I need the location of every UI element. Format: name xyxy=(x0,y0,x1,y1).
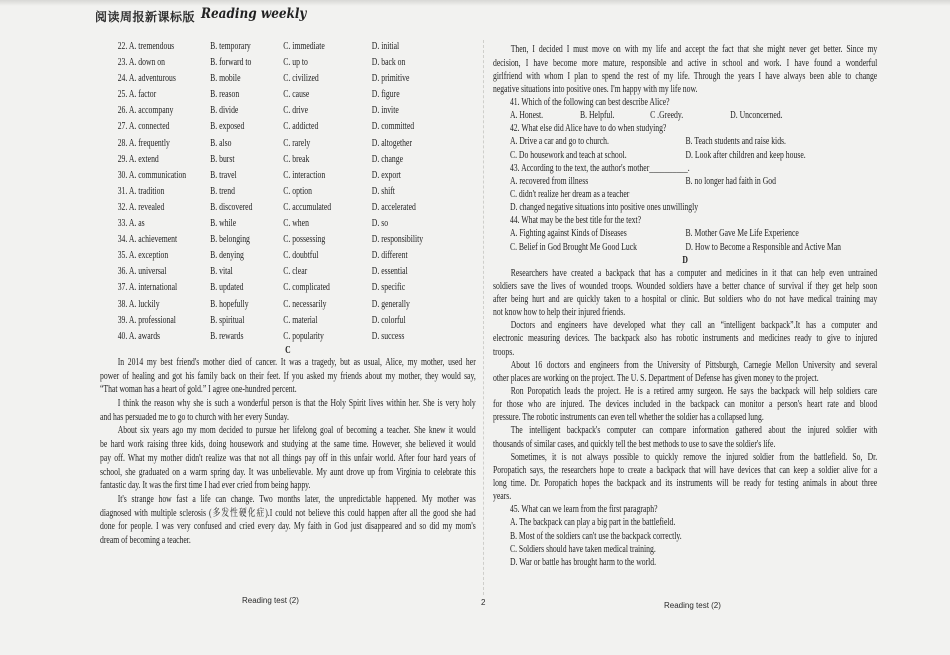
answer-option: C .Greedy. xyxy=(650,110,684,122)
text-line: thousands of similar cases, and quickly tell the best methods to use to save the soldier's life. xyxy=(493,438,776,450)
answer-options-row xyxy=(493,227,877,240)
text-line: About six years ago my mom decided to pursue her lifelong goal of becoming a teacher. She knew it would xyxy=(117,425,476,437)
option-b: B. trend xyxy=(210,185,235,197)
option-b: B. exposed xyxy=(210,121,245,133)
text-line: troops. xyxy=(493,346,515,358)
option-a: 37. A. international xyxy=(117,282,178,294)
answer-options-row xyxy=(493,516,877,529)
text-line: negative situations into positive ones. I'm happy with my life now. xyxy=(493,83,698,95)
text-line: dream of becoming a teacher. xyxy=(100,534,191,546)
option-row xyxy=(100,168,476,184)
option-c: C. break xyxy=(283,153,310,165)
newspaper-title-cn: 阅读周报新课标版 xyxy=(95,10,196,24)
text-line: after being hurt and are quickly taken to a hospital or clinic. But soldiers who do not have medical training may xyxy=(493,294,878,306)
option-a: 32. A. revealed xyxy=(117,201,165,213)
option-a: 23. A. down on xyxy=(117,57,165,69)
text-line: girlfriend with whom I plan to spend the rest of my life. Through the years I have always been able to change xyxy=(493,70,878,82)
option-c: C. civilized xyxy=(283,73,319,85)
option-row xyxy=(100,136,476,152)
option-d: D. figure xyxy=(371,89,400,101)
option-row xyxy=(100,313,476,329)
option-a: 27. A. connected xyxy=(117,121,170,133)
answer-options-row xyxy=(493,201,877,214)
answer-option: A. The backpack can play a big part in the battlefield. xyxy=(509,517,676,529)
question-stem: 44. What may be the best title for the text? xyxy=(509,215,642,227)
option-c: C. doubtful xyxy=(283,250,319,262)
answer-option: A. Drive a car and go to church. xyxy=(509,136,609,148)
answer-option: A. Fighting against Kinds of Diseases xyxy=(509,228,627,240)
option-b: B. vital xyxy=(210,266,233,278)
answer-option: A. Honest. xyxy=(509,110,544,122)
page-number: 2 xyxy=(481,598,486,607)
questions-41-44 xyxy=(493,96,877,254)
footer-right-label: Reading test (2) xyxy=(664,601,721,610)
question-item xyxy=(493,122,877,161)
option-b: B. forward to xyxy=(210,57,252,69)
option-b: B. rewards xyxy=(210,330,244,342)
option-a: 29. A. extend xyxy=(117,153,159,165)
option-row xyxy=(100,297,476,313)
option-a: 31. A. tradition xyxy=(117,185,165,197)
option-row xyxy=(100,39,476,55)
answer-option: A. recovered from illness xyxy=(509,175,589,187)
text-line: Sometimes, it is not always possible to quickly remove the injured soldier from the battlefield. So, Dr. xyxy=(510,451,878,463)
answer-option: B. Helpful. xyxy=(580,110,615,122)
option-b: B. temporary xyxy=(210,41,251,52)
question-stem: 45. What can we learn from the first paragraph? xyxy=(509,504,658,516)
option-c: C. accumulated xyxy=(283,201,332,213)
option-row xyxy=(100,232,476,248)
newspaper-title-en: Reading weekly xyxy=(201,6,307,22)
answer-option: B. Teach students and raise kids. xyxy=(685,136,786,148)
option-c: C. complicated xyxy=(283,282,330,294)
option-d: D. invite xyxy=(371,105,399,117)
text-line: soldiers save the lives of wounded troops. Wounded soldiers have a better chance of survival if they get help soon xyxy=(493,280,878,292)
option-row xyxy=(100,119,476,135)
question-stem: 41. Which of the following can best describe Alice? xyxy=(509,96,670,108)
option-a: 28. A. frequently xyxy=(117,137,170,149)
option-d: D. accelerated xyxy=(371,201,416,213)
option-row xyxy=(100,184,476,200)
option-c: C. possessing xyxy=(283,234,326,246)
option-a: 33. A. as xyxy=(117,218,145,230)
option-a: 24. A. adventurous xyxy=(117,73,176,85)
text-line: pressure. The robotic instruments can even tell whether the soldier has a collapsed lung. xyxy=(493,412,764,424)
option-a: 22. A. tremendous xyxy=(117,41,175,52)
question-item xyxy=(493,96,877,122)
option-c: C. up to xyxy=(283,57,308,69)
option-c: C. drive xyxy=(283,105,309,117)
answer-option: D. Unconcerned. xyxy=(730,110,783,122)
text-line: Poropatich says, the researchers hope to create a backpack that will have devices that can keep a soldier alive for a xyxy=(493,464,878,476)
answer-option: B. Mother Gave Me Life Experience xyxy=(685,228,799,240)
answer-option: B. Most of the soldiers can't use the backpack correctly. xyxy=(509,530,682,542)
text-line: Ron Poropatich leads the project. He is a retired army surgeon. He says the backpack will help soldiers care xyxy=(510,386,878,398)
question-stem: 43. According to the text, the author's mother__________. xyxy=(509,162,690,174)
option-c: C. popularity xyxy=(283,330,324,342)
option-b: B. also xyxy=(210,137,232,149)
option-a: 36. A. universal xyxy=(117,266,167,278)
text-line: Then, I decided I must move on with my life and accept the fact that she might never get better. Since my xyxy=(510,44,878,56)
answer-option: B. no longer had faith in God xyxy=(685,175,776,187)
right-column xyxy=(493,43,877,569)
question-stem: 42. What else did Alice have to do when studying? xyxy=(509,123,667,135)
option-a: 25. A. factor xyxy=(117,89,157,101)
option-row xyxy=(100,87,476,103)
option-d: D. responsibility xyxy=(371,234,424,246)
option-c: C. necessarily xyxy=(283,298,327,310)
text-line: years. xyxy=(493,491,512,503)
left-column xyxy=(100,39,476,548)
answer-option: C. Soldiers should have taken medical training. xyxy=(509,543,656,555)
answer-options-row xyxy=(493,135,877,148)
option-row xyxy=(100,216,476,232)
passage-d xyxy=(493,267,877,504)
option-d: D. success xyxy=(371,330,405,342)
text-line: I think the reason why she is such a wonderful person is that the Holy Spirit lives within her. She is very holy xyxy=(117,398,476,410)
answer-options-row xyxy=(493,556,877,569)
answer-options-row xyxy=(493,175,877,188)
text-line: Researchers have created a backpack that has a computer and medicines in it that can help even untrained xyxy=(510,267,878,279)
option-row xyxy=(100,248,476,264)
option-b: B. updated xyxy=(210,282,244,294)
option-c: C. addicted xyxy=(283,121,319,133)
section-c-label: C xyxy=(285,344,291,356)
option-c: C. cause xyxy=(283,89,310,101)
option-d: D. shift xyxy=(371,185,395,197)
option-c: C. rarely xyxy=(283,137,311,149)
cloze-options-table xyxy=(100,39,476,345)
answer-option: D. changed negative situations into positive ones unwillingly xyxy=(509,202,699,214)
passage-c xyxy=(100,356,476,548)
text-line: power of healing and got his family back on their feet. If you asked my friends about my mother, they would say, xyxy=(100,370,476,382)
option-row xyxy=(100,280,476,296)
option-row xyxy=(100,71,476,87)
option-c: C. immediate xyxy=(283,41,325,52)
option-a: 30. A. communication xyxy=(117,169,187,181)
option-c: C. material xyxy=(283,314,318,326)
option-d: D. change xyxy=(371,153,404,165)
option-b: B. burst xyxy=(210,153,235,165)
option-row xyxy=(100,329,476,345)
option-row xyxy=(100,55,476,71)
text-line: pay off. What my mother didn't realize was that not all things pay off in this unfair world. After four hard years of xyxy=(100,452,476,464)
answer-option: D. War or battle has brought harm to the world. xyxy=(509,556,657,568)
option-d: D. initial xyxy=(371,41,400,52)
footer-left-label: Reading test (2) xyxy=(242,596,299,605)
option-a: 26. A. accompany xyxy=(117,105,174,117)
text-line: school, she graduated on a warm spring day. It was unbelievable. My aunt drove up from Virginia to celebrate this xyxy=(100,466,476,478)
text-line: other places are working on the project. The U. S. Department of Defense has given money to the project. xyxy=(493,372,819,384)
text-line: long time. Dr. Poropatich hopes the backpack and its instruments will be ready for testing animals in about three xyxy=(493,478,878,490)
question-45 xyxy=(493,503,877,569)
option-a: 35. A. exception xyxy=(117,250,169,262)
column-divider xyxy=(483,40,484,595)
option-d: D. committed xyxy=(371,121,415,133)
option-c: C. when xyxy=(283,218,309,230)
option-row xyxy=(100,264,476,280)
question-item xyxy=(493,162,877,215)
text-line: fantastic day. It was the first time I had ever cried from being happy. xyxy=(100,480,311,492)
answer-option: C. Do housework and teach at school. xyxy=(509,149,627,161)
option-b: B. travel xyxy=(210,169,237,181)
option-b: B. hopefully xyxy=(210,298,249,310)
text-line: About 16 doctors and engineers from the University of Pittsburgh, Carnegie Mellon University and several xyxy=(510,359,878,371)
option-b: B. while xyxy=(210,218,237,230)
answer-options-row xyxy=(493,530,877,543)
option-b: B. divide xyxy=(210,105,239,117)
text-line: and has persuaded me to go to church with her every Sunday. xyxy=(100,411,289,423)
answer-options-row xyxy=(493,241,877,254)
option-c: C. clear xyxy=(283,266,308,278)
option-b: B. belonging xyxy=(210,234,250,246)
text-line: decision, I have become more mature, responsible and active in school and work. I have found a wonderful xyxy=(493,57,878,69)
text-line: diagnosed with multiple sclerosis (多发性硬化症).I could not believe this could happen after all the good she had xyxy=(100,507,476,519)
option-row xyxy=(100,200,476,216)
section-d-label: D xyxy=(682,254,688,266)
answer-options-row xyxy=(493,543,877,556)
option-d: D. so xyxy=(371,218,389,230)
text-line: not know how to help their injured friends. xyxy=(493,307,626,319)
passage-c-ending xyxy=(493,43,877,96)
answer-options-row xyxy=(493,149,877,162)
option-d: D. different xyxy=(371,250,408,262)
text-line: In 2014 my best friend's mother died of cancer. It was a tragedy, but as usual, Alice, my mother, used her xyxy=(117,357,476,369)
option-b: B. discovered xyxy=(210,201,253,213)
option-d: D. primitive xyxy=(371,73,410,85)
text-line: The intelligent backpack's computer can compare information gathered about the injured soldier with xyxy=(510,425,878,437)
option-a: 38. A. luckily xyxy=(117,298,160,310)
option-b: B. mobile xyxy=(210,73,241,85)
text-line: for those who are injured. The devices included in the backpack can monitor a person's heart rate and blood xyxy=(493,399,878,411)
answer-option: D. Look after children and keep house. xyxy=(685,149,806,161)
answer-option: D. How to Become a Responsible and Active Man xyxy=(685,241,841,253)
option-d: D. export xyxy=(371,169,401,181)
option-d: D. altogether xyxy=(371,137,413,149)
answer-option: C. Belief in God Brought Me Good Luck xyxy=(509,241,637,253)
text-line: electronic measuring devices. The backpack also has robotic instruments and medicines ready to give to injured xyxy=(493,333,878,345)
option-d: D. essential xyxy=(371,266,408,278)
option-a: 39. A. professional xyxy=(117,314,176,326)
scan-paper-edge xyxy=(0,0,950,6)
option-a: 34. A. achievement xyxy=(117,234,178,246)
text-line: done for people. I was very confused and cried every day. My faith in God just disappeared and so did my mom's xyxy=(100,521,476,533)
text-line: It's strange how fast a life can change. Two months later, the unpredictable happened. My mother was xyxy=(117,493,476,505)
option-b: B. spiritual xyxy=(210,314,245,326)
option-d: D. colorful xyxy=(371,314,406,326)
answer-options-row xyxy=(493,109,877,122)
option-b: B. denying xyxy=(210,250,244,262)
option-d: D. generally xyxy=(371,298,410,310)
text-line: “That woman has a heart of gold.” I agree one-hundred percent. xyxy=(100,384,297,396)
option-row xyxy=(100,103,476,119)
question-item xyxy=(493,214,877,253)
answer-options-row xyxy=(493,188,877,201)
option-d: D. specific xyxy=(371,282,406,294)
option-a: 40. A. awards xyxy=(117,330,161,342)
option-row xyxy=(100,152,476,168)
option-d: D. back on xyxy=(371,57,406,69)
answer-option: C. didn't realize her dream as a teacher xyxy=(509,188,630,200)
text-line: be hard work raising three kids, doing housework and studying at the same time. However, she believed it would xyxy=(100,439,476,451)
text-line: Doctors and engineers have developed what they call an “intelligent backpack”.It has a computer and xyxy=(510,320,878,332)
question-item xyxy=(493,503,877,569)
option-c: C. option xyxy=(283,185,312,197)
option-b: B. reason xyxy=(210,89,240,101)
option-c: C. interaction xyxy=(283,169,326,181)
